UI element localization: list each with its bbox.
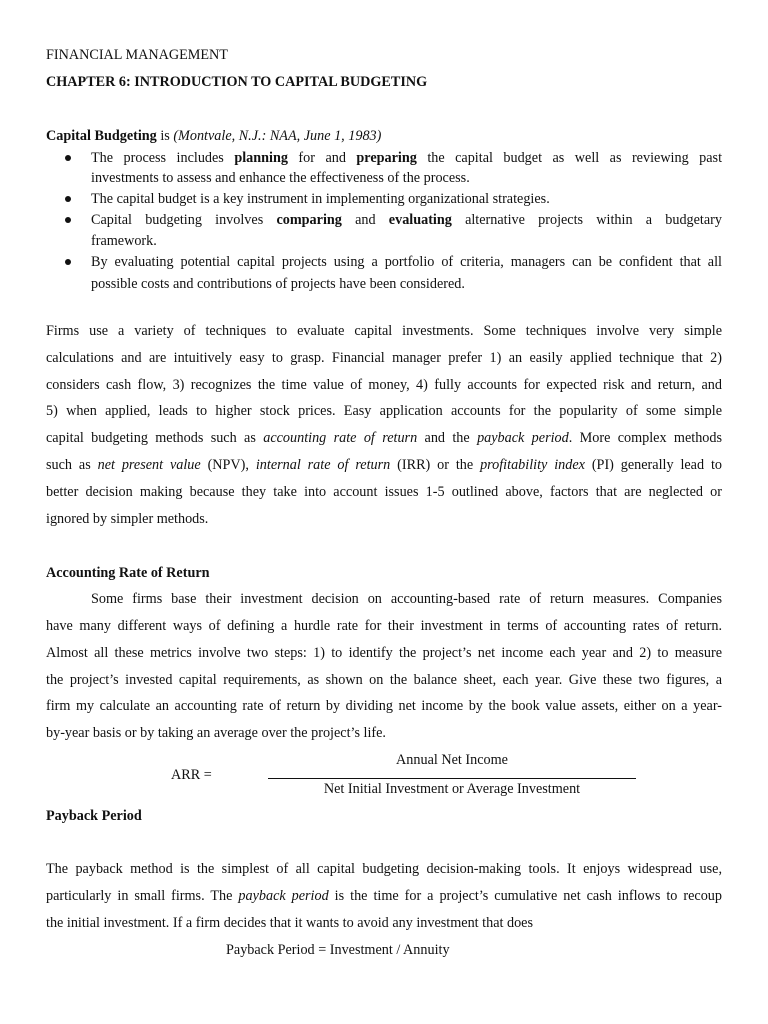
techniques-line-6 xyxy=(46,456,722,474)
course-title: FINANCIAL MANAGEMENT xyxy=(46,47,228,63)
bold-term-planning: planning xyxy=(234,150,288,166)
bold-term-evaluating: evaluating xyxy=(388,212,452,228)
bullet-2-line-1: The capital budget is a key instrument in implementing organizational strategies. xyxy=(91,191,550,207)
techniques-line-7: better decision making because they take into account issues 1-5 outlined above, factors that are neglected or xyxy=(46,484,722,500)
arr-line-6: by-year basis or by taking an average over the project’s life. xyxy=(46,725,386,741)
term-profitability-index: profitability index xyxy=(480,457,585,473)
techniques-line-1: Firms use a variety of techniques to evaluate capital investments. Some techniques involve very simple xyxy=(46,323,722,339)
bullet-3-line-2: framework. xyxy=(91,233,157,249)
chapter-title: CHAPTER 6: INTRODUCTION TO CAPITAL BUDGETING xyxy=(46,74,428,90)
arr-formula-numerator: Annual Net Income xyxy=(396,752,508,768)
term-internal-rate-of-return: internal rate of return xyxy=(255,457,391,473)
bullet-4-line-1: By evaluating potential capital projects using a portfolio of criteria, managers can be confident that all xyxy=(91,254,722,270)
techniques-line-8: ignored by simpler methods. xyxy=(46,511,209,527)
arr-heading: Accounting Rate of Return xyxy=(46,565,210,581)
arr-formula-denominator: Net Initial Investment or Average Investment xyxy=(323,781,581,797)
arr-line-4: the project’s invested capital requirements, as shown on the balance sheet, each year. Give these two figures, a xyxy=(46,672,722,688)
text-run: Capital budgeting involves xyxy=(91,212,277,228)
fraction-bar xyxy=(268,778,636,779)
arr-line-3: Almost all these metrics involve two steps: 1) to identify the project’s net income each year and 2) to measure xyxy=(46,645,722,661)
definition-source: (Montvale, N.J.: NAA, June 1, 1983) xyxy=(173,128,382,144)
is-text: is xyxy=(156,128,174,144)
term-payback-period: payback period xyxy=(238,888,329,904)
arr-line-5: firm my calculate an accounting rate of return by dividing net income by the book value assets, either on a year- xyxy=(46,698,722,714)
text-run: . More complex methods xyxy=(568,430,723,446)
text-run: (PI) generally lead to xyxy=(584,457,722,473)
bullet-4-line-2: possible costs and contributions of projects have been considered. xyxy=(91,276,465,292)
text-run: particularly in small firms. The xyxy=(46,888,239,904)
capital-budgeting-term: Capital Budgeting xyxy=(46,128,157,144)
payback-line-1: The payback method is the simplest of all capital budgeting decision-making tools. It enjoys widespread use, xyxy=(46,861,722,877)
text-run: is the time for a project’s cumulative net cash inflows to recoup xyxy=(328,888,722,904)
text-run: for and xyxy=(287,150,357,166)
bullet-3-line-1 xyxy=(91,211,722,229)
techniques-line-5 xyxy=(46,429,722,447)
techniques-line-2: calculations and are intuitively easy to grasp. Financial manager prefer 1) an easily applied technique that 2) xyxy=(46,350,722,366)
bullet-marker xyxy=(65,259,71,265)
arr-line-2: have many different ways of defining a hurdle rate for their investment in terms of accounting rates of return. xyxy=(46,618,722,634)
arr-formula-label: ARR = xyxy=(171,767,212,783)
text-run: the capital budget as well as reviewing past xyxy=(416,150,723,166)
payback-line-3: the initial investment. If a firm decides that it wants to avoid any investment that does xyxy=(46,915,533,931)
bullet-marker xyxy=(65,196,71,202)
bullet-1-line-1 xyxy=(91,149,722,167)
text-run: The process includes xyxy=(91,150,235,166)
text-run: (IRR) or the xyxy=(390,457,481,473)
text-run: and xyxy=(341,212,389,228)
term-payback-period: payback period xyxy=(477,430,569,446)
text-run: (NPV), xyxy=(200,457,256,473)
techniques-line-3: considers cash flow, 3) recognizes the time value of money, 4) fully accounts for expected risk and return, and xyxy=(46,377,722,393)
definition-line xyxy=(46,127,381,145)
payback-heading: Payback Period xyxy=(46,808,142,824)
payback-line-2 xyxy=(46,887,722,905)
bold-term-comparing: comparing xyxy=(276,212,342,228)
bullet-marker xyxy=(65,217,71,223)
bold-term-preparing: preparing xyxy=(356,150,417,166)
arr-line-1: Some firms base their investment decision on accounting-based rate of return measures. Companies xyxy=(91,591,722,607)
text-run: such as xyxy=(46,457,98,473)
bullet-1-line-2: investments to assess and enhance the effectiveness of the process. xyxy=(91,170,470,186)
term-accounting-rate-of-return: accounting rate of return xyxy=(263,430,418,446)
payback-formula: Payback Period = Investment / Annuity xyxy=(226,942,450,958)
bullet-marker xyxy=(65,155,71,161)
text-run: and the xyxy=(417,430,478,446)
techniques-line-4: 5) when applied, leads to higher stock prices. Easy application accounts for the popularity of some simple xyxy=(46,403,722,419)
term-net-present-value: net present value xyxy=(97,457,201,473)
text-run: alternative projects within a budgetary xyxy=(451,212,722,228)
text-run: capital budgeting methods such as xyxy=(46,430,264,446)
